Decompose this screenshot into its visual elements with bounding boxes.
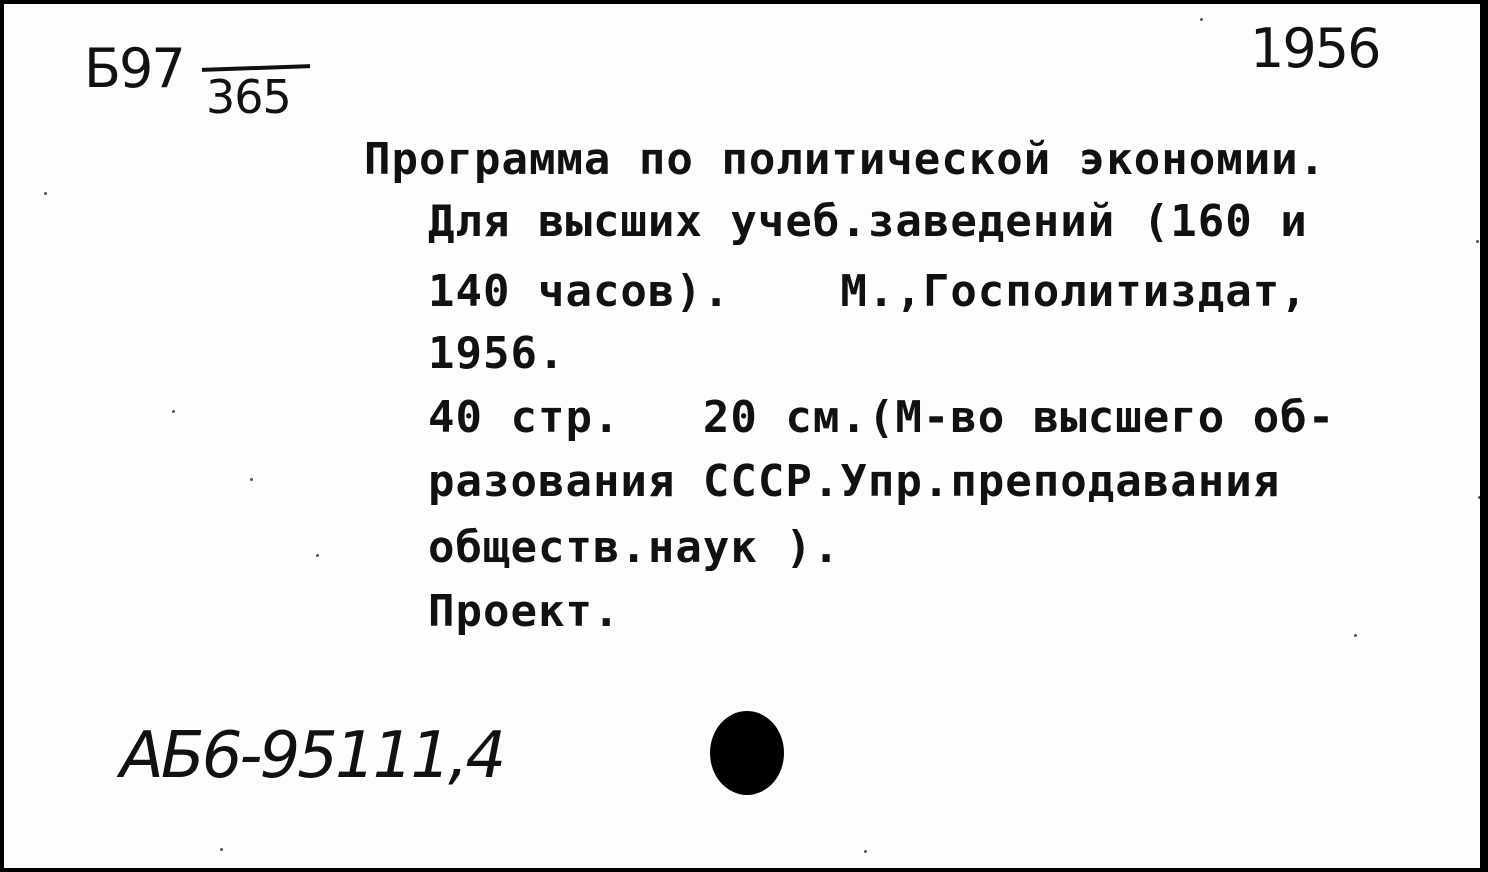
card-punch-hole (710, 711, 784, 795)
speck (250, 478, 253, 481)
description-line: 1956. (428, 328, 566, 379)
description-line: 140 часов). М.,Госполитиздат, (428, 266, 1308, 317)
speck (44, 192, 47, 195)
speck (316, 554, 319, 557)
description-line: Проект. (428, 586, 621, 637)
shelfmark-number: 365 (206, 70, 291, 124)
shelfmark: Б97 (84, 37, 184, 100)
inventory-number: АБ6-95111,4 (120, 719, 504, 793)
description-line: 40 стр. 20 см.(М-во высшего об- (428, 392, 1336, 443)
catalog-card (4, 4, 1480, 868)
speck (220, 848, 223, 851)
description-line: разования СССР.Упр.преподавания (428, 456, 1281, 507)
speck (1476, 240, 1479, 243)
description-line: обществ.наук ). (428, 522, 841, 573)
title-line: Программа по политической экономии. (364, 134, 1327, 185)
speck (1200, 18, 1203, 21)
card-frame-edge (1480, 0, 1488, 872)
speck (172, 410, 175, 413)
speck (1354, 634, 1357, 637)
description-line: Для высших учеб.заведений (160 и (428, 196, 1308, 247)
speck (864, 850, 867, 853)
card-year: 1956 (1250, 17, 1380, 80)
